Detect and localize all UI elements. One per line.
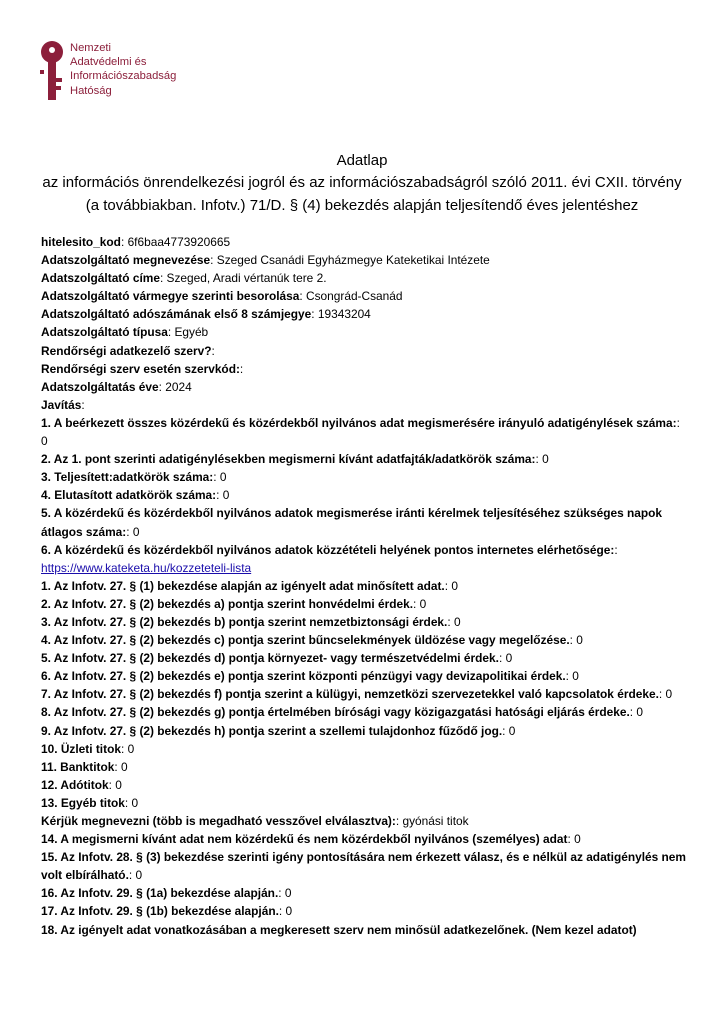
field-separator: : — [444, 578, 452, 593]
field-label: 6. Az Infotv. 27. § (2) bekezdés e) pontja szerint központi pénzügyi vagy devizapolitikai érdek. — [41, 669, 566, 684]
field-row — [41, 830, 687, 848]
field-label: 3. Az Infotv. 27. § (2) bekezdés b) pontja szerint nemzetbiztonsági érdek. — [41, 614, 448, 629]
field-row — [41, 414, 687, 450]
field-link[interactable]: https://www.kateketa.hu/kozzeteteli-lista — [41, 560, 252, 575]
field-value: 19343204 — [317, 307, 371, 322]
field-separator: : — [278, 886, 285, 901]
field-row — [41, 649, 687, 667]
field-separator: : — [124, 795, 132, 810]
field-label: 7. Az Infotv. 27. § (2) bekezdés f) pontja szerint a külügyi, nemzetközi szervezetekkel való kapcsolatok érdeke. — [41, 687, 659, 702]
field-label: 1. Az Infotv. 27. § (1) bekezdése alapján az igényelt adat minősített adat. — [41, 578, 445, 593]
field-separator: : — [569, 633, 577, 648]
title-subtitle: az információs önrendelkezési jogról és az információszabadságról szóló 2011. évi CXII. törvény (a továbbiakban. Infotv.) 71/D. § (4) bekezdés alapján teljesítendő éves jelentéshez — [42, 174, 682, 214]
field-value: Szeged, Aradi vértanúk tere 2. — [166, 271, 327, 286]
field-row — [41, 396, 687, 414]
field-label: 5. A közérdekű és közérdekből nyilvános adatok megismerése iránti kérelmek teljesítéséhez szükséges napok átlagos száma: — [41, 506, 663, 539]
field-value: 0 — [576, 633, 583, 648]
field-separator: : — [210, 253, 217, 268]
field-label: Rendőrségi adatkezelő szerv? — [41, 343, 212, 358]
field-label: Adatszolgáltató típusa — [41, 325, 168, 340]
field-row — [41, 848, 687, 884]
field-separator: : — [676, 415, 680, 430]
field-separator: : — [216, 488, 223, 503]
field-label: 2. Az 1. pont szerinti adatigénylésekben megismerni kívánt adatfajták/adatkörök száma: — [41, 452, 536, 467]
field-label: Javítás — [41, 397, 82, 412]
field-row — [41, 794, 687, 812]
field-value: 0 — [572, 669, 579, 684]
field-label: 15. Az Infotv. 28. § (3) bekezdése szerinti igény pontosítására nem érkezett válasz, és e nélkül az adatigénylés nem volt elbírálható. — [41, 850, 686, 883]
field-separator: : — [128, 868, 136, 883]
field-value: 0 — [453, 614, 461, 629]
field-label: 14. A megismerni kívánt adat nem közérdekű és nem közérdekből nyilvános (személyes) adat — [41, 832, 568, 847]
field-row — [41, 342, 687, 360]
authority-logo — [38, 40, 198, 104]
logo-line: Adatvédelmi és — [70, 56, 147, 69]
field-value: 0 — [285, 904, 293, 919]
title-heading: Adatlap — [336, 152, 388, 169]
field-label: Kérjük megnevezni (több is megadható vesszővel elválasztva): — [41, 814, 396, 828]
field-value: 0 — [219, 470, 227, 485]
field-row — [41, 269, 687, 287]
field-label: Adatszolgáltató adószámának első 8 számjegye — [41, 307, 312, 322]
field-row — [41, 812, 687, 830]
field-row — [41, 323, 687, 341]
field-separator: : — [278, 904, 286, 919]
logo-text — [70, 41, 176, 98]
field-value: 6f6baa4773920665 — [127, 235, 231, 249]
field-row — [41, 541, 687, 577]
field-row — [41, 468, 687, 486]
field-label: hitelesito_kod — [41, 235, 121, 249]
field-row — [41, 360, 687, 378]
field-row — [41, 251, 687, 269]
field-separator: : — [413, 596, 420, 611]
field-row — [41, 577, 687, 595]
field-row — [41, 305, 687, 323]
logo-line: Hatóság — [70, 84, 112, 97]
field-row — [41, 378, 687, 396]
field-separator: : — [213, 470, 220, 485]
field-separator: : — [120, 741, 128, 756]
field-row — [41, 450, 687, 468]
field-value: 0 — [574, 832, 581, 847]
field-row — [41, 504, 687, 540]
field-separator: : — [81, 397, 85, 412]
field-value: 0 — [41, 434, 48, 449]
field-separator: : — [614, 542, 618, 557]
field-separator: : — [502, 723, 509, 738]
field-row — [41, 902, 687, 920]
logo-line: Nemzeti — [70, 42, 112, 54]
field-separator: : — [658, 687, 666, 702]
field-value: 0 — [120, 759, 128, 774]
field-row — [41, 776, 687, 794]
field-value: 0 — [222, 488, 230, 503]
field-label: 13. Egyéb titok — [41, 795, 125, 810]
field-label: 12. Adótitok — [41, 777, 109, 792]
field-row — [41, 722, 687, 740]
field-separator: : — [126, 524, 133, 539]
field-value: 0 — [542, 452, 549, 467]
field-value: 2024 — [165, 379, 192, 394]
field-label: 10. Üzleti titok — [41, 741, 121, 756]
field-separator: : — [114, 759, 121, 774]
field-row — [41, 667, 687, 685]
field-separator: : — [629, 705, 637, 720]
field-value: 0 — [508, 723, 516, 738]
field-separator: : — [108, 777, 116, 792]
field-label: Adatszolgáltató címe — [41, 271, 160, 286]
field-row — [41, 486, 687, 504]
field-separator: : — [299, 289, 306, 304]
field-label: 4. Az Infotv. 27. § (2) bekezdés c) pontja szerint bűncselekmények üldözése vagy megelőzése. — [41, 633, 570, 648]
field-row — [41, 287, 687, 305]
field-label: 3. Teljesített:adatkörök száma: — [41, 470, 214, 485]
field-separator: : — [535, 452, 543, 467]
field-separator: : — [311, 307, 318, 322]
field-separator: : — [158, 379, 166, 394]
field-value: Egyéb — [174, 325, 209, 340]
field-separator: : — [447, 614, 454, 629]
field-value: 0 — [132, 524, 140, 539]
field-label: 6. A közérdekű és közérdekből nyilvános adatok közzétételi helyének pontos internetes elérhetősége: — [41, 542, 615, 557]
field-row — [41, 631, 687, 649]
field-value: 0 — [284, 886, 292, 901]
field-label: 5. Az Infotv. 27. § (2) bekezdés d) pontja környezet- vagy természetvédelmi érdek. — [41, 651, 499, 666]
field-label: Adatszolgáltató vármegye szerinti besorolása — [41, 289, 300, 304]
field-value: 0 — [636, 705, 644, 720]
field-value: Szeged Csanádi Egyházmegye Kateketikai Intézete — [216, 253, 490, 268]
field-label: 11. Banktitok — [41, 759, 115, 774]
field-separator: : — [567, 832, 575, 847]
field-value: 0 — [131, 795, 139, 810]
field-separator: : — [159, 271, 167, 286]
field-label: 4. Elutasított adatkörök száma: — [41, 488, 217, 503]
field-label: Adatszolgáltató megnevezése — [41, 253, 211, 268]
field-label: Adatszolgáltatás éve — [41, 379, 159, 394]
field-row — [41, 740, 687, 758]
field-row — [41, 921, 687, 939]
field-value: gyónási titok — [402, 814, 469, 828]
field-value: 0 — [505, 651, 513, 666]
field-separator: : — [565, 669, 573, 684]
field-row — [41, 233, 687, 251]
field-label: Rendőrségi szerv esetén szervkód: — [41, 361, 240, 376]
field-row — [41, 613, 687, 631]
field-value: 0 — [419, 596, 427, 611]
field-separator: : — [167, 325, 175, 340]
field-value: Csongrád-Csanád — [306, 289, 403, 304]
field-separator: : — [239, 361, 244, 376]
field-separator: : — [211, 343, 215, 358]
field-separator: : — [395, 814, 403, 828]
field-row — [41, 595, 687, 613]
field-label: 9. Az Infotv. 27. § (2) bekezdés h) pontja szerint a szellemi tulajdonhoz fűződő jog. — [41, 723, 503, 738]
field-value: 0 — [451, 578, 458, 593]
field-label: 1. A beérkezett összes közérdekű és közérdekből nyilvános adat megismerésére irányuló adatigénylések száma: — [41, 415, 677, 430]
field-separator: : — [120, 235, 128, 249]
field-value: 0 — [115, 777, 122, 792]
document-title — [0, 150, 724, 217]
field-label: 2. Az Infotv. 27. § (2) bekezdés a) pontja szerint honvédelmi érdek. — [41, 596, 414, 611]
field-row — [41, 884, 687, 902]
field-label: 17. Az Infotv. 29. § (1b) bekezdése alapján. — [41, 904, 279, 919]
field-value: 0 — [665, 687, 673, 702]
field-label: 8. Az Infotv. 27. § (2) bekezdés g) pontja értelmében bírósági vagy közigazgatási hatósági eljárás érdeke. — [41, 705, 630, 720]
field-list — [41, 233, 687, 939]
logo-line: Információszabadság — [70, 70, 177, 83]
field-label: 16. Az Infotv. 29. § (1a) bekezdése alapján. — [41, 886, 279, 901]
field-row — [41, 758, 687, 776]
field-separator: : — [498, 651, 506, 666]
field-row — [41, 685, 687, 703]
field-value: 0 — [127, 741, 135, 756]
key-icon — [38, 40, 68, 104]
field-label: 18. Az igényelt adat vonatkozásában a megkeresett szerv nem minősül adatkezelőnek. (Nem kezel adatot) — [41, 922, 637, 937]
field-row — [41, 703, 687, 721]
field-value: 0 — [135, 868, 143, 883]
